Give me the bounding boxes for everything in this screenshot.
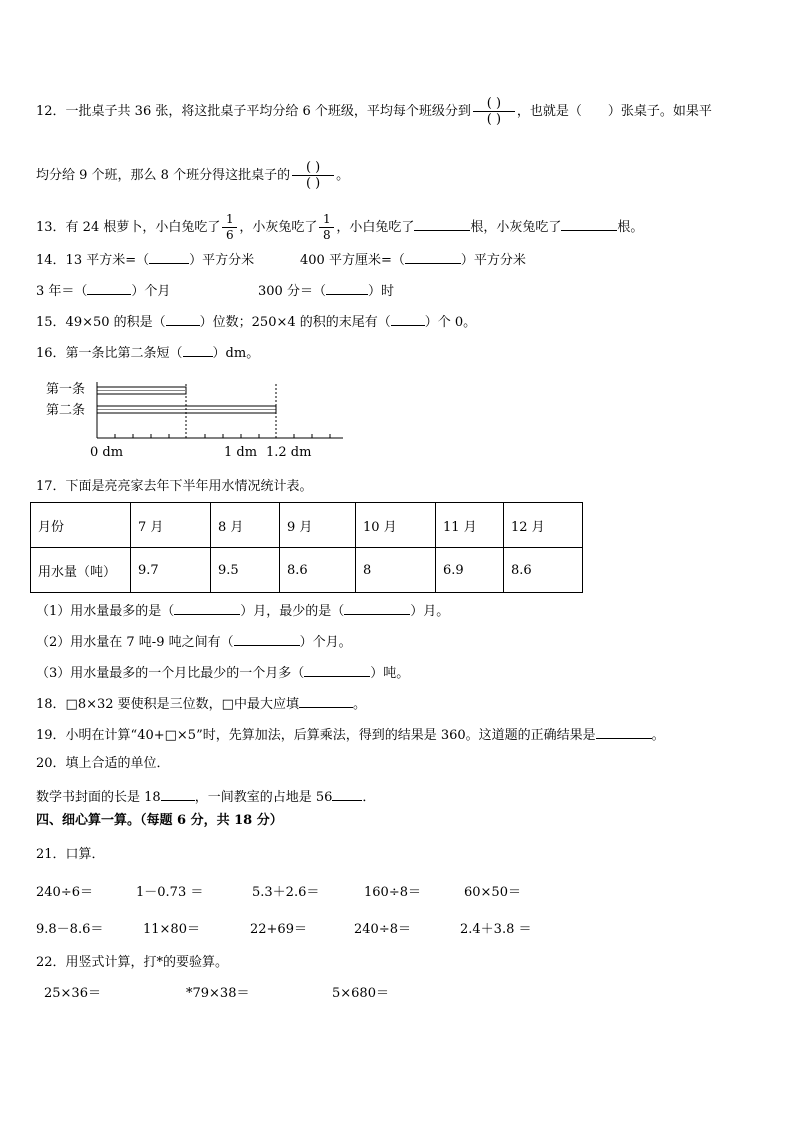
oral-calc-item: 240÷6＝ <box>36 885 93 900</box>
q13-text-part1: 13．有 24 根萝卜，小白兔吃了 <box>36 220 221 235</box>
segment-label-second: 第二条 <box>46 403 86 418</box>
q14-text-1b: ）平方分米 <box>189 253 255 268</box>
q13-text-part2: ，小灰兔吃了 <box>239 220 318 235</box>
q14-text-1a: 14．13 平方米=（ <box>36 253 150 268</box>
table-cell: 8 <box>356 548 436 593</box>
table-cell: 月份 <box>31 503 131 548</box>
q17-sub3-text-b: ）吨。 <box>370 666 410 681</box>
q15-text-c: ）个 0。 <box>424 315 477 330</box>
table-cell: 11 月 <box>436 503 504 548</box>
q14-text-2a: 3 年＝（ <box>36 284 88 299</box>
q14-answer-blank-3[interactable] <box>87 280 131 295</box>
q15-line <box>36 311 476 332</box>
q14-text-2c: 300 分＝（ <box>258 284 326 299</box>
q20-text-c: ． <box>362 790 376 805</box>
oral-calc-item: 22+69＝ <box>250 922 307 937</box>
q15-answer-blank-1[interactable] <box>166 311 200 326</box>
q17-sub2 <box>36 631 352 652</box>
table-cell: 7 月 <box>131 503 211 548</box>
q12-fraction-blank-1: $\frac{( )}{( )}$ <box>473 96 515 127</box>
table-cell: 8.6 <box>280 548 356 593</box>
table-row <box>31 548 583 593</box>
water-usage-table <box>30 502 583 593</box>
ruler-label-1-2: 1.2 dm <box>266 445 312 460</box>
q20-answer-blank-2[interactable] <box>332 786 362 801</box>
q20-text-b: ，一间教室的占地是 56 <box>194 790 333 805</box>
q16-answer-blank[interactable] <box>183 342 213 357</box>
segment-comparison-figure <box>40 378 360 464</box>
q17-sub1-text-c: ）月。 <box>410 604 450 619</box>
q17-answer-blank-4[interactable] <box>304 662 370 677</box>
q13-text-part5: 根。 <box>617 220 644 235</box>
q20-title: 20．填上合适的单位． <box>36 756 170 771</box>
section-4-heading: 四、细心算一算。（每题 6 分，共 18 分） <box>36 813 283 828</box>
ruler-ticks <box>115 434 330 438</box>
q12-line2 <box>36 160 349 191</box>
q14-line1 <box>36 249 254 270</box>
table-cell: 9.7 <box>131 548 211 593</box>
q18-answer-blank[interactable] <box>299 693 353 708</box>
table-cell: 10 月 <box>356 503 436 548</box>
q19-text-b: 。 <box>651 728 665 743</box>
table-cell: 12 月 <box>504 503 583 548</box>
q15-text-a: 15．49×50 的积是（ <box>36 315 166 330</box>
q12-text-part4: 。 <box>336 168 350 183</box>
table-cell: 6.9 <box>436 548 504 593</box>
segment-label-first: 第一条 <box>46 382 86 397</box>
q14-line2-right <box>258 280 394 301</box>
q12-fraction-blank-2: $\frac{( )}{( )}$ <box>292 160 334 191</box>
oral-calc-item: 11×80＝ <box>143 922 200 937</box>
q13-text-part3: ，小白兔吃了 <box>336 220 415 235</box>
ruler-label-0: 0 dm <box>90 445 124 460</box>
table-cell: 9 月 <box>280 503 356 548</box>
q17-sub3-text-a: （3）用水量最多的一个月比最少的一个月多（ <box>36 666 305 681</box>
q13-text-part4: 根，小灰兔吃了 <box>470 220 562 235</box>
q12-text-part1: 12．一批桌子共 36 张，将这批桌子平均分给 6 个班级，平均每个班级分到 <box>36 104 471 119</box>
q14-text-2b: ）个月 <box>131 284 171 299</box>
q17-sub1-text-a: （1）用水量最多的是（ <box>36 604 175 619</box>
oral-calc-item: 5.3＋2.6＝ <box>252 885 320 900</box>
oral-calc-item: 1－0.73 ＝ <box>136 885 204 900</box>
q13-answer-blank-1[interactable] <box>414 216 470 231</box>
q17-answer-blank-1[interactable] <box>174 600 240 615</box>
q12-text-part2: ，也就是（ ）张桌子。如果平 <box>516 104 712 119</box>
table-cell: 8.6 <box>504 548 583 593</box>
q20-answer-blank-1[interactable] <box>161 786 195 801</box>
q16-text-b: ）dm。 <box>212 346 260 361</box>
q12-line1 <box>36 96 712 127</box>
oral-calc-item: 60×50＝ <box>464 885 521 900</box>
q17-sub2-text-a: （2）用水量在 7 吨-9 吨之间有（ <box>36 635 234 650</box>
q18-line <box>36 693 366 714</box>
table-header-row <box>31 503 583 548</box>
q13-fraction-1: $\frac{1}{6}$ <box>222 212 237 243</box>
oral-calc-item: 160÷8＝ <box>364 885 421 900</box>
q17-sub2-text-b: ）个月。 <box>299 635 352 650</box>
q14-line1-right <box>300 249 526 270</box>
q12-text-part3: 均分给 9 个班，那么 8 个班分得这批桌子的 <box>36 168 291 183</box>
q18-text-a: 18．□8×32 要使积是三位数，□中最大应填 <box>36 697 299 712</box>
q16-line <box>36 342 259 363</box>
q15-text-b: ）位数；250×4 的积的末尾有（ <box>199 315 391 330</box>
q14-text-1d: ）平方分米 <box>460 253 526 268</box>
vertical-calc-item: 5×680＝ <box>332 986 389 1001</box>
table-cell: 8 月 <box>211 503 280 548</box>
vertical-calc-item: *79×38＝ <box>186 986 250 1001</box>
q15-answer-blank-2[interactable] <box>391 311 425 326</box>
q13-fraction-2: $\frac{1}{8}$ <box>319 212 334 243</box>
q16-text-a: 16．第一条比第二条短（ <box>36 346 183 361</box>
ruler-label-1: 1 dm <box>224 445 258 460</box>
q19-text-a: 19．小明在计算“40+□×5”时，先算加法，后算乘法，得到的结果是 360。这道题的正确结果是 <box>36 728 596 743</box>
q14-answer-blank-2[interactable] <box>405 249 461 264</box>
q17-sub1 <box>36 600 449 621</box>
table-cell: 9.5 <box>211 548 280 593</box>
q20-line <box>36 786 375 807</box>
q22-title: 22．用竖式计算，打*的要验算。 <box>36 955 229 970</box>
q19-answer-blank[interactable] <box>596 724 652 739</box>
q17-sub3 <box>36 662 409 683</box>
q17-title: 17．下面是亮亮家去年下半年用水情况统计表。 <box>36 479 313 494</box>
table-cell: 用水量（吨） <box>31 548 131 593</box>
oral-calc-item: 2.4＋3.8 ＝ <box>460 922 532 937</box>
q13-answer-blank-2[interactable] <box>561 216 617 231</box>
vertical-calc-item: 25×36＝ <box>44 986 101 1001</box>
q14-answer-blank-4[interactable] <box>326 280 368 295</box>
q19-line <box>36 724 665 745</box>
q21-title: 21．口算． <box>36 847 105 862</box>
oral-calc-item: 240÷8＝ <box>354 922 411 937</box>
q14-text-2d: ）时 <box>367 284 394 299</box>
q14-line2 <box>36 280 170 301</box>
q13-line <box>36 212 643 243</box>
q14-text-1c: 400 平方厘米=（ <box>300 253 405 268</box>
q14-answer-blank-1[interactable] <box>149 249 189 264</box>
q17-answer-blank-3[interactable] <box>234 631 300 646</box>
q20-text-a: 数学书封面的长是 18 <box>36 790 161 805</box>
q17-answer-blank-2[interactable] <box>344 600 410 615</box>
q17-sub1-text-b: ）月，最少的是（ <box>240 604 345 619</box>
oral-calc-item: 9.8－8.6＝ <box>36 922 104 937</box>
q18-text-b: 。 <box>352 697 366 712</box>
